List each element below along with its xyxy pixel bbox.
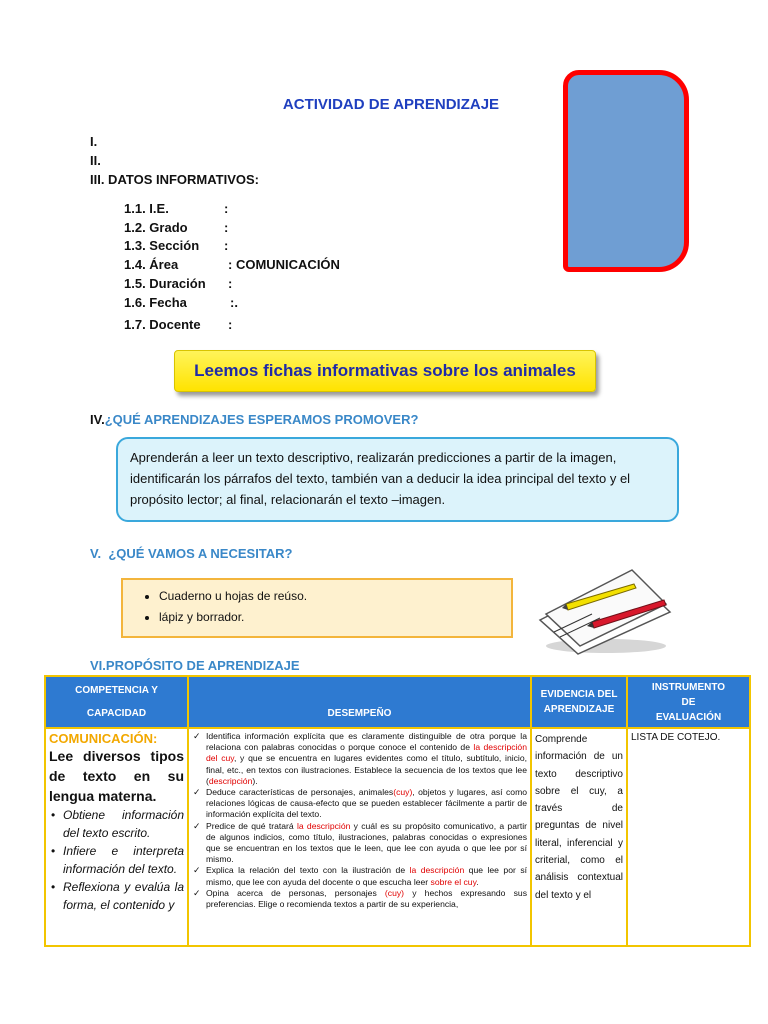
section-iii: III. DATOS INFORMATIVOS: (90, 172, 259, 187)
desempeno-cell (188, 728, 531, 946)
desempeno-item: ✓ Opina acerca de personas, personajes (cuy) y hechos expresando sus preferencias. Elige o recomienda textos a partir de su experiencia, (206, 888, 527, 910)
material-item: • Cuaderno u hojas de reúso. (159, 586, 511, 607)
competencia-main: Lee diversos tipos de texto en su lengua materna. (49, 748, 184, 804)
pencils-paper-clipart (532, 558, 674, 658)
section-i: I. (90, 134, 98, 149)
dato-docente: 1.7. Docente : (124, 317, 233, 332)
header-competencia: COMPETENCIA Y CAPACIDAD (45, 676, 188, 728)
material-item: • lápiz y borrador. (159, 607, 511, 628)
dato-fecha: 1.6. Fecha :. (124, 295, 238, 310)
dato-area: 1.4. Área : COMUNICACIÓN (124, 257, 340, 272)
activity-banner: Leemos fichas informativas sobre los animales (174, 350, 596, 392)
section-vi-heading: VI.PROPÓSITO DE APRENDIZAJE (90, 658, 300, 673)
header-evidencia: EVIDENCIA DEL APRENDIZAJE (531, 676, 627, 728)
header-desempeno: DESEMPEÑO (188, 676, 531, 728)
header-instrumento: INSTRUMENTO DE EVALUACIÓN (627, 676, 750, 728)
purpose-table (44, 675, 751, 947)
dato-grado: 1.2. Grado : (124, 220, 229, 235)
table-row (45, 728, 750, 946)
capacidad-item: • Reflexiona y evalúa la forma, el contenido y (63, 878, 184, 914)
instrumento-cell: LISTA DE COTEJO. (627, 728, 750, 946)
desempeno-item: ✓ Identifica información explícita que es claramente distinguible de otra porque la relaciona con palabras conocidas o porque conoce el contenido de la descripción del cuy, y que se encuentra en lugares evidentes como el título, subtítulo, inicio, final, etc., en textos con ilustraciones. Establece la secuencia de los textos que lee (descripción). (206, 731, 527, 787)
desempeno-item: ✓ Explica la relación del texto con la ilustración de la descripción que lee por sí mismo, que lee con ayuda del docente o que escucha leer sobre el cuy. (206, 865, 527, 887)
competencia-title: COMUNICACIÓN: (49, 731, 158, 746)
learning-goals-box: Aprenderán a leer un texto descriptivo, realizarán predicciones a partir de la imagen, identificarán los párrafos del texto, también van a deducir la idea principal del texto y el propósito lector; al final, relacionarán el texto –imagen. (116, 437, 679, 522)
section-ii: II. (90, 153, 101, 168)
capacidad-item: • Infiere e interpreta información del texto. (63, 842, 184, 878)
table-header-row (45, 676, 750, 728)
page-title: ACTIVIDAD DE APRENDIZAJE (282, 96, 500, 113)
competencia-cell (45, 728, 188, 946)
section-v-heading: V. ¿QUÉ VAMOS A NECESITAR? (90, 546, 293, 561)
evidencia-cell: Comprende información de un texto descriptivo sobre el cuy, a través de preguntas de nivel literal, inferencial y criterial, como el análisis contextual del texto y el (531, 728, 627, 946)
section-iv-heading: IV.¿QUÉ APRENDIZAJES ESPERAMOS PROMOVER? (90, 412, 419, 427)
desempeno-item: ✓ Deduce características de personajes, animales(cuy), objetos y lugares, así como relaciones lógicas de causa-efecto que se pueden establecer fácilmente a partir de información explícita del texto. (206, 787, 527, 821)
capacidad-item: • Obtiene información del texto escrito. (63, 806, 184, 842)
dato-ie: 1.1. I.E. : (124, 201, 229, 216)
dato-seccion: 1.3. Sección : (124, 238, 229, 253)
photo-placeholder (563, 70, 689, 272)
dato-duracion: 1.5. Duración : (124, 276, 233, 291)
materials-box (121, 578, 513, 638)
desempeno-item: ✓ Predice de qué tratará la descripción y cuál es su propósito comunicativo, a partir de algunos indicios, como título, ilustraciones, palabras conocidas o expresiones que se encuentran en los textos que le leen, que lee con ayuda o que lee por sí mismo. (206, 821, 527, 866)
